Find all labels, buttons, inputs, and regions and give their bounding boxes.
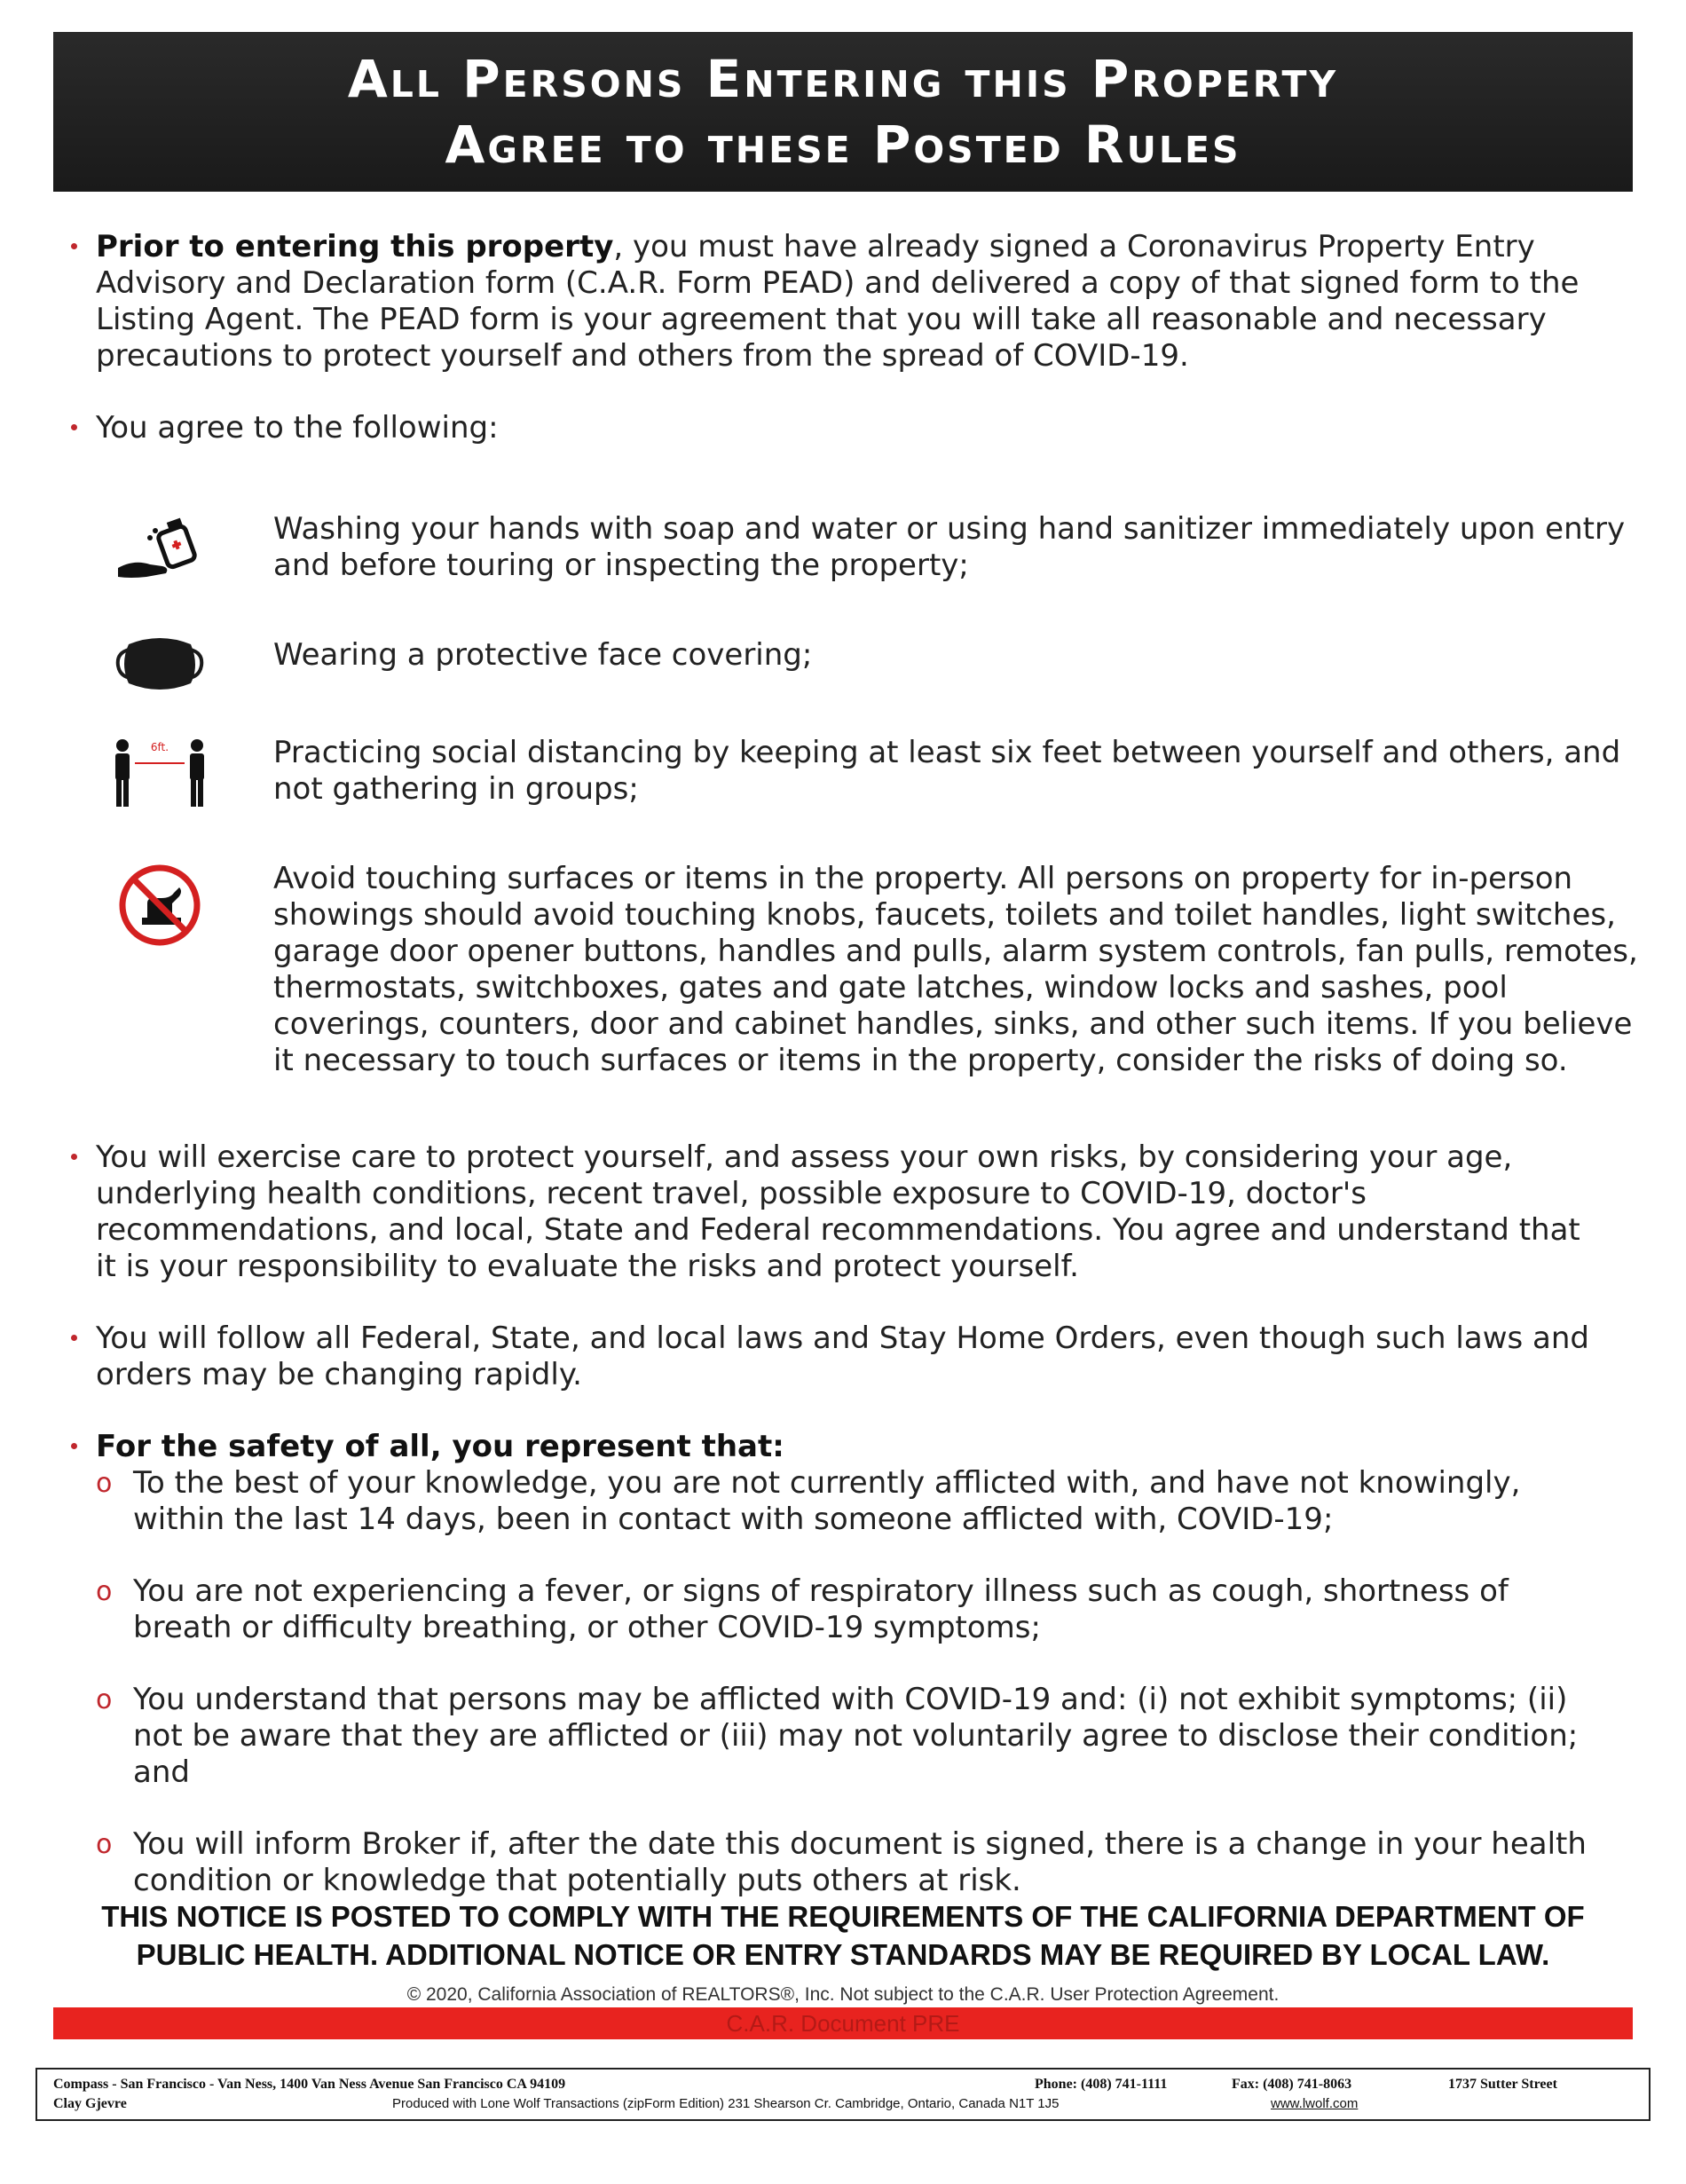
footer-produced: Produced with Lone Wolf Transactions (zipForm Edition) 231 Shearson Cr. Cambridge, Ontario, Canada N1T 1J5	[392, 2096, 1060, 2111]
representation-text: You understand that persons may be afflicted with COVID-19 and: (i) not exhibit symptoms; (ii) not be aware that they are afflicted or (iii) may not voluntarily agree to disclose their condition; and	[133, 1682, 1579, 1790]
distance-label: 6ft.	[150, 741, 169, 753]
bullet-represent-bold: For the safety of all, you represent that:	[96, 1429, 784, 1464]
representation-item	[64, 1465, 1590, 1538]
representation-item	[64, 1682, 1590, 1791]
precaution-text-handwash: Washing your hands with soap and water or using hand sanitizer immediately upon entry and before touring or inspecting the property;	[273, 511, 1626, 583]
footer-box	[35, 2068, 1651, 2121]
legal-notice	[53, 1897, 1633, 1974]
document-label-bar	[53, 2007, 1633, 2039]
bullet-exercise-care	[64, 1139, 1590, 1285]
document-label: C.A.R. Document PRE	[726, 2009, 960, 2037]
bullet-represent	[64, 1429, 1590, 1465]
precaution-text-mask: Wearing a protective face covering;	[273, 637, 813, 673]
precaution-text-no-touch: Avoid touching surfaces or items in the property. All persons on property for in-person showings should avoid touching knobs, faucets, toilets and toilet handles, light switches, garage door opener buttons, handles and pulls, alarm system controls, fan pulls, remotes, thermostats, switchboxes, gates and gate latches, window locks and sashes, pool coverings, counters, door and cabinet handles, sinks, and other such items. If you believe it necessary to touch surfaces or items in the property, consider the risks of doing so.	[273, 861, 1638, 1078]
representation-text: You will inform Broker if, after the date this document is signed, there is a change in your health condition or knowledge that potentially puts others at risk.	[133, 1826, 1587, 1898]
bullet-prior-entry-text: , you must have already signed a Coronavirus Property Entry Advisory and Declaration form (C.A.R. Form PEAD) and delivered a copy of that signed form to the Listing Agent. The PEAD form is your agreement that you will take all reasonable and necessary precautions to protect yourself and others from the spread of COVID-19.	[96, 229, 1580, 374]
footer-address: 1737 Sutter Street	[1448, 2077, 1557, 2092]
copyright-text: © 2020, California Association of REALTORS®, Inc. Not subject to the C.A.R. User Protection Agreement.	[406, 1984, 1280, 2005]
footer-agent: Clay Gjevre	[53, 2096, 127, 2111]
title-banner	[53, 32, 1633, 192]
social-distance-icon	[106, 731, 213, 811]
footer-office: Compass - San Francisco - Van Ness, 1400 Van Ness Avenue San Francisco CA 94109	[53, 2077, 566, 2092]
face-mask-icon	[106, 628, 213, 699]
title-line-1: All Persons Entering this Property	[347, 49, 1339, 109]
rules-body-lower	[64, 1139, 1590, 1899]
hand-sanitizer-icon	[106, 516, 213, 587]
representation-item	[64, 1573, 1590, 1646]
no-touch-icon	[106, 861, 213, 950]
bullet-follow-laws-text: You will follow all Federal, State, and local laws and Stay Home Orders, even though such laws and orders may be changing rapidly.	[96, 1321, 1589, 1392]
bullet-prior-entry-bold: Prior to entering this property	[96, 229, 614, 264]
bullet-prior-entry	[64, 229, 1590, 375]
representation-text: You are not experiencing a fever, or signs of respiratory illness such as cough, shortness of breath or difficulty breathing, or other COVID-19 symptoms;	[133, 1573, 1509, 1645]
bullet-agree-following	[64, 410, 1590, 446]
bullet-agree-following-text: You agree to the following:	[96, 410, 499, 445]
legal-notice-line-2: PUBLIC HEALTH. ADDITIONAL NOTICE OR ENTRY STANDARDS MAY BE REQUIRED BY LOCAL LAW.	[136, 1938, 1550, 1971]
footer-website-link[interactable]: www.lwolf.com	[1271, 2096, 1359, 2111]
representation-text: To the best of your knowledge, you are not currently afflicted with, and have not knowingly, within the last 14 days, been in contact with someone afflicted with, COVID-19;	[133, 1465, 1521, 1537]
precaution-text-distance: Practicing social distancing by keeping at least six feet between yourself and others, and not gathering in groups;	[273, 735, 1621, 807]
footer-fax: Fax: (408) 741-8063	[1232, 2077, 1352, 2092]
rules-body	[64, 229, 1590, 446]
representation-item	[64, 1826, 1590, 1899]
bullet-follow-laws	[64, 1321, 1590, 1393]
legal-notice-line-1: THIS NOTICE IS POSTED TO COMPLY WITH THE REQUIREMENTS OF THE CALIFORNIA DEPARTMENT OF	[101, 1900, 1585, 1933]
title-line-2: Agree to these Posted Rules	[445, 114, 1241, 175]
footer-phone: Phone: (408) 741-1111	[1035, 2077, 1168, 2092]
bullet-exercise-care-text: You will exercise care to protect yourself, and assess your own risks, by considering your age, underlying health conditions, recent travel, possible exposure to COVID-19, doctor's recommendations, and local, State and Federal recommendations. You agree and understand that it is your responsibility to evaluate the risks and protect yourself.	[96, 1139, 1580, 1284]
